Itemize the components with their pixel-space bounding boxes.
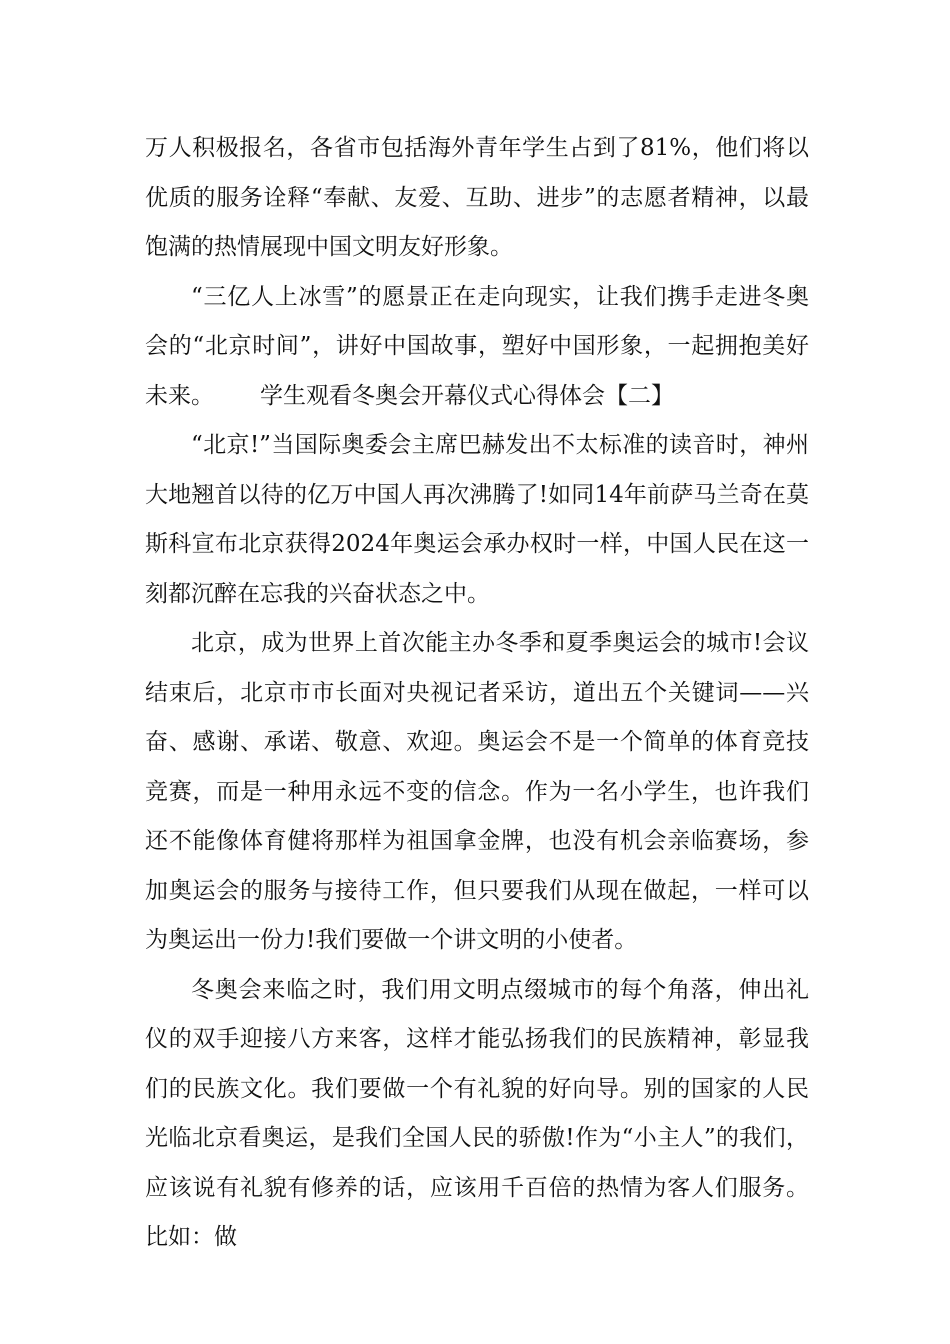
paragraph-2-text: “三亿人上冰雪”的愿景正在走向现实，让我们携手走进冬奥会的“北京时间”，讲好中国故事，塑好中国形象，一起拥抱美好未来。 [145, 283, 809, 409]
paragraph-5: 冬奥会来临之时，我们用文明点缀城市的每个角落，伸出礼仪的双手迎接八方来客，这样才能弘扬我们的民族精神，彰显我们的民族文化。我们要做一个有礼貌的好向导。别的国家的人民光临北京看奥运，是我们全国人民的骄傲!作为“小主人”的我们，应该说有礼貌有修养的话，应该用千百倍的热情为客人们服务。比如：做 [145, 976, 809, 1250]
section-heading: 学生观看冬奥会开幕仪式心得体会【二】 [260, 382, 674, 409]
paragraph-3: “北京!”当国际奥委会主席巴赫发出不太标准的读音时，神州大地翘首以待的亿万中国人再次沸腾了!如同14年前萨马兰奇在莫斯科宣布北京获得2024年奥运会承办权时一样，中国人民在这一刻都沉醉在忘我的兴奋状态之中。 [145, 432, 809, 607]
paragraph-1: 万人积极报名，各省市包括海外青年学生占到了81%，他们将以优质的服务诠释“奉献、友爱、互助、进步”的志愿者精神，以最饱满的热情展现中国文明友好形象。 [145, 135, 809, 260]
paragraph-4: 北京，成为世界上首次能主办冬季和夏季奥运会的城市!会议结束后，北京市市长面对央视记者采访，道出五个关键词——兴奋、感谢、承诺、敬意、欢迎。奥运会不是一个简单的体育竞技竞赛，而是一种用永远不变的信念。作为一名小学生，也许我们还不能像体育健将那样为祖国拿金牌，也没有机会亲临赛场，参加奥运会的服务与接待工作，但只要我们从现在做起，一样可以为奥运出一份力!我们要做一个讲文明的小使者。 [145, 630, 809, 953]
document-body [145, 124, 809, 1263]
paragraph-2 [145, 273, 809, 422]
